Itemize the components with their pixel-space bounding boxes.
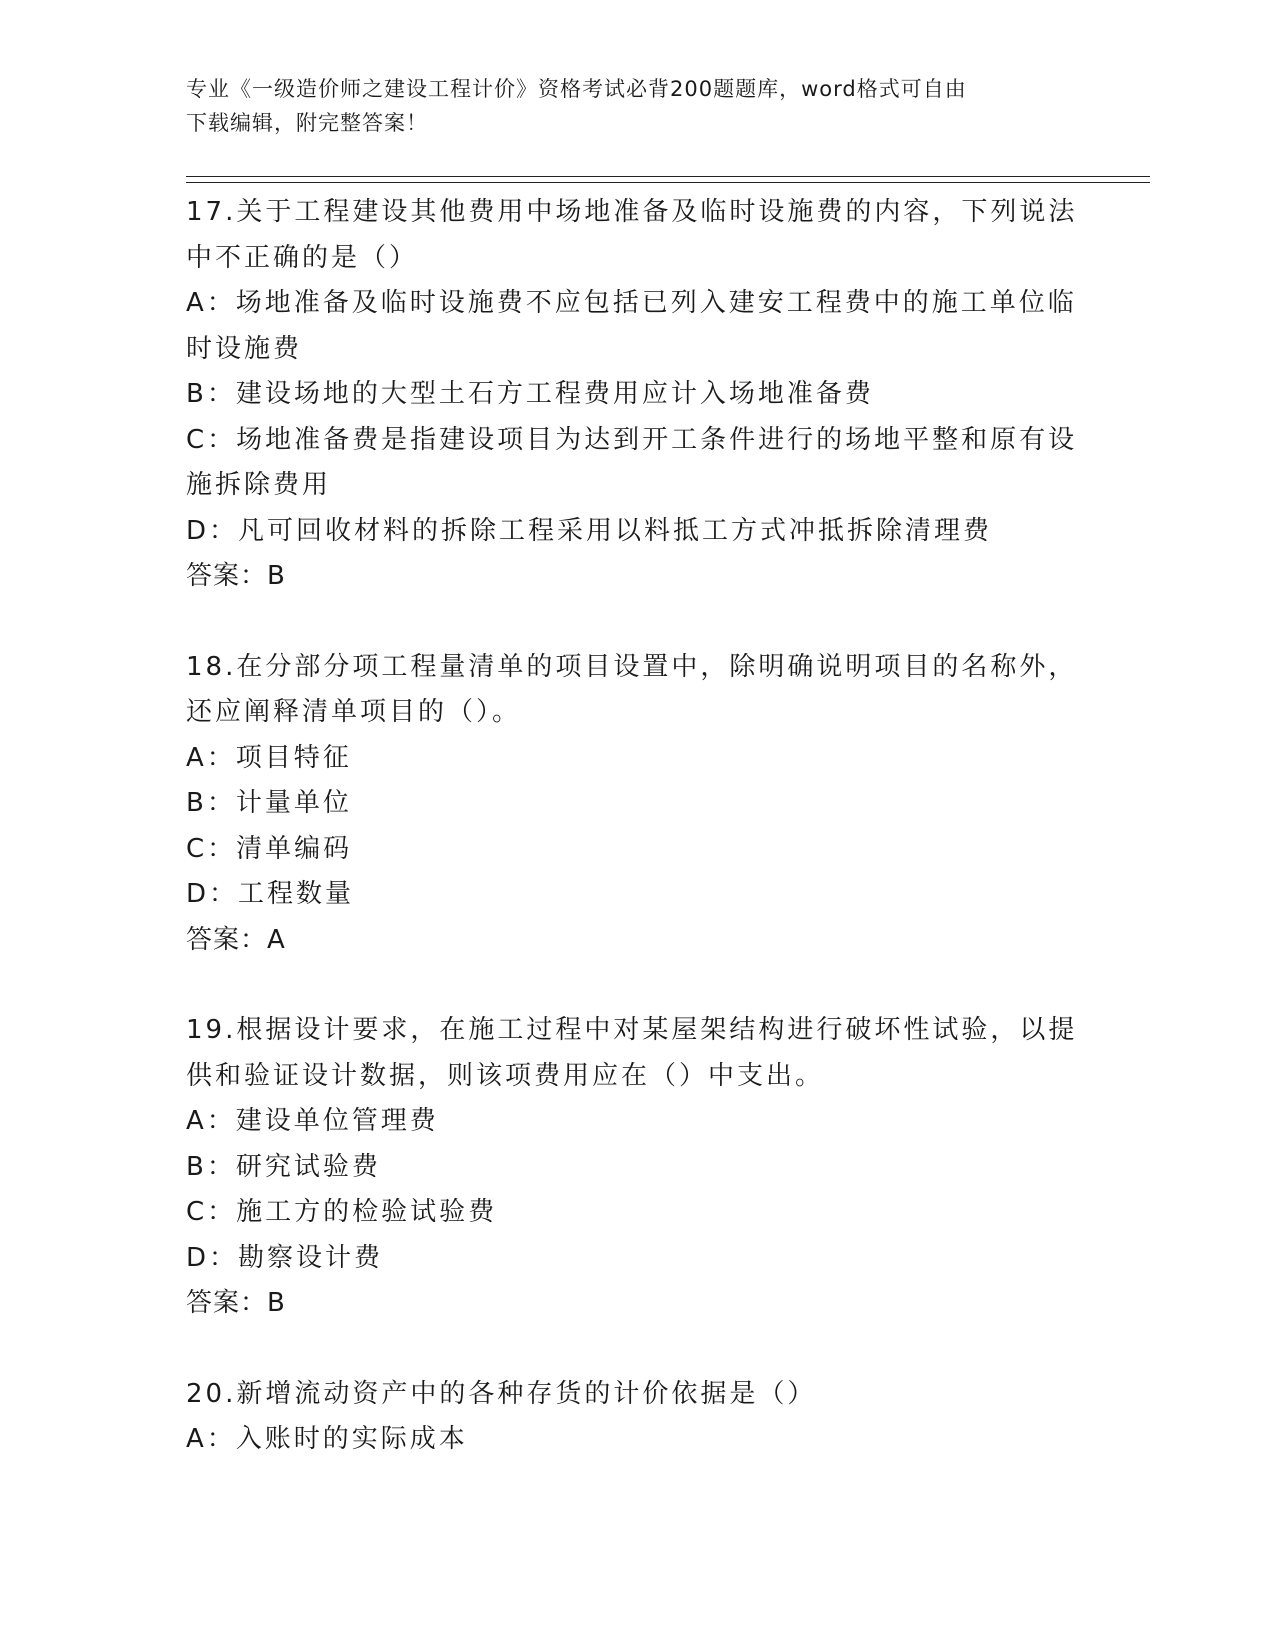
question-text: 20.新增流动资产中的各种存货的计价依据是（） — [186, 1378, 817, 1409]
header-divider-bottom — [186, 182, 1150, 183]
question-text: 中不正确的是（） — [186, 242, 419, 273]
option-b: B：建设场地的大型土石方工程费用应计入场地准备费 — [186, 379, 874, 409]
option-c: C：清单编码 — [186, 833, 353, 864]
option-c: C：场地准备费是指建设项目为达到开工条件进行的场地平整和原有设 — [186, 424, 1078, 455]
answer: 答案：B — [186, 1288, 286, 1318]
option-a: A：项目特征 — [186, 742, 352, 773]
question-text: 18.在分部分项工程量清单的项目设置中，除明确说明项目的名称外， — [186, 651, 1078, 682]
question-19 — [186, 1008, 1086, 1327]
header-line-2: 下载编辑，附完整答案！ — [186, 111, 428, 135]
question-18 — [186, 645, 1086, 964]
header-divider-top — [186, 176, 1150, 177]
option-d: D：工程数量 — [186, 879, 355, 909]
option-a: A：建设单位管理费 — [186, 1106, 439, 1136]
option-b: B：计量单位 — [186, 788, 352, 818]
answer: 答案：A — [186, 924, 286, 955]
header-line-1: 专业《一级造价师之建设工程计价》资格考试必背200题题库，word格式可自由 — [186, 77, 967, 101]
question-17 — [186, 190, 1086, 600]
option-b: B：研究试验费 — [186, 1151, 381, 1182]
option-a-continued: 时设施费 — [186, 333, 303, 364]
question-text: 还应阐释清单项目的（）。 — [186, 697, 522, 727]
question-list — [186, 190, 1086, 1463]
option-a: A：入账时的实际成本 — [186, 1424, 468, 1454]
question-text: 19.根据设计要求，在施工过程中对某屋架结构进行破坏性试验，以提 — [186, 1015, 1078, 1045]
option-a: A：场地准备及临时设施费不应包括已列入建安工程费中的施工单位临 — [186, 288, 1077, 318]
document-header — [186, 72, 1086, 140]
option-c: C：施工方的检验试验费 — [186, 1197, 498, 1227]
answer: 答案：B — [186, 561, 286, 591]
option-d: D：勘察设计费 — [186, 1242, 384, 1273]
question-text: 17.关于工程建设其他费用中场地准备及临时设施费的内容，下列说法 — [186, 197, 1078, 227]
option-d: D：凡可回收材料的拆除工程采用以料抵工方式冲抵拆除清理费 — [186, 515, 993, 546]
question-20 — [186, 1372, 1086, 1463]
option-c-continued: 施拆除费用 — [186, 470, 332, 500]
question-text: 供和验证设计数据，则该项费用应在（）中支出。 — [186, 1060, 825, 1091]
